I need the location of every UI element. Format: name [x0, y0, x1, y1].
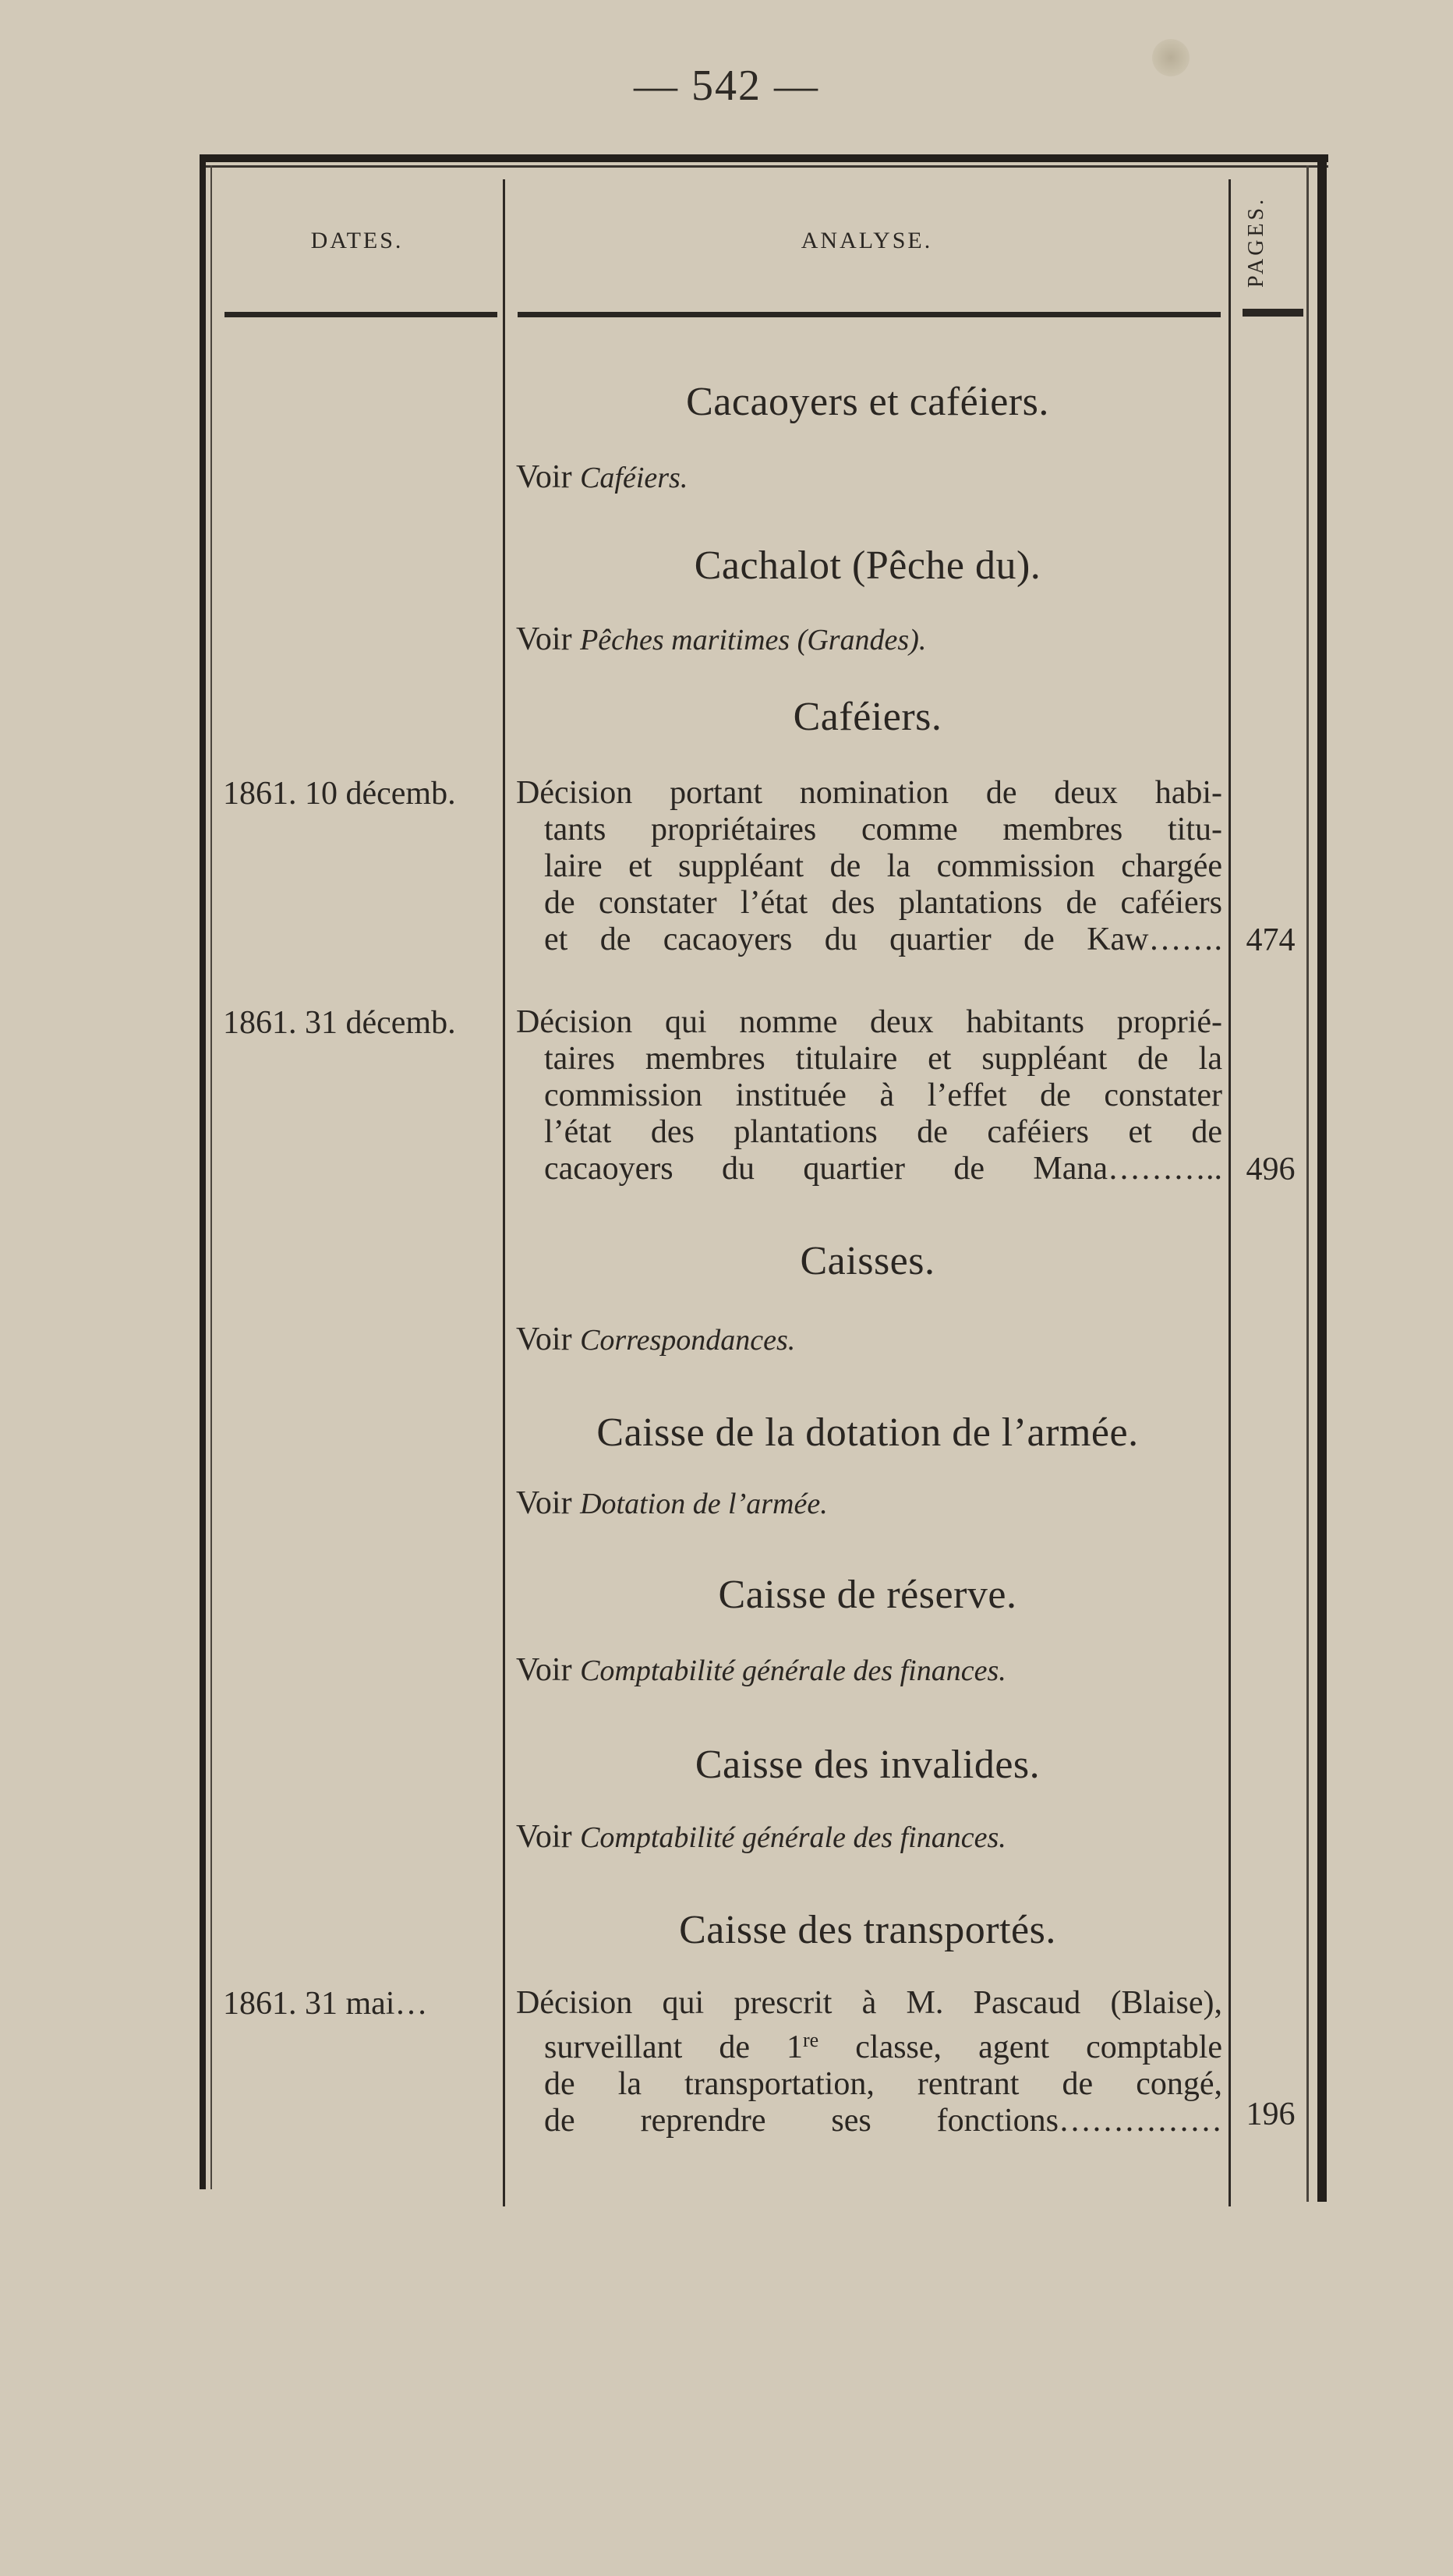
analysis-line: surveillant de 1re classe, agent comptable	[544, 2029, 1222, 2065]
entry-date: 1861. 31 décemb.	[223, 1005, 456, 1041]
column-divider-dates	[503, 179, 505, 2206]
header-dates: DATES.	[310, 228, 404, 253]
analysis-line: taires membres titulaire et suppléant de la	[544, 1041, 1222, 1077]
entry-date: 1861. 10 décemb.	[223, 776, 456, 812]
page-number: — 542 —	[634, 62, 819, 110]
superscript: re	[803, 2029, 819, 2051]
entry-analysis	[516, 1985, 1222, 2139]
analysis-line: l’état des plantations de caféiers et de	[544, 1114, 1222, 1150]
analysis-line: de reprendre ses fonctions……………	[544, 2103, 1222, 2139]
see-word: Voir	[516, 1652, 572, 1688]
entry-heading: Caisse des invalides.	[695, 1743, 1041, 1787]
see-reference	[516, 1818, 1006, 1856]
analysis-line: de la transportation, rentrant de congé,	[544, 2066, 1222, 2102]
analysis-line: Décision qui nomme deux habitants proprié-	[516, 1004, 1222, 1040]
header-pages: PAGES.	[1244, 196, 1268, 288]
entry-heading: Caféiers.	[793, 695, 942, 739]
entry-heading: Cacaoyers et caféiers.	[686, 380, 1049, 424]
table-frame-left	[200, 154, 206, 2189]
analysis-line: Décision portant nomination de deux habi-	[516, 775, 1222, 811]
table-frame-right	[1317, 154, 1327, 2202]
analysis-line: Décision qui prescrit à M. Pascaud (Blaise),	[516, 1985, 1222, 2021]
header-rule-dates	[224, 312, 497, 317]
table-frame-top	[200, 154, 1328, 162]
table-frame-left-inner	[210, 165, 212, 2189]
entry-heading: Caisse des transportés.	[679, 1908, 1056, 1952]
see-target: Correspondances.	[580, 1324, 796, 1357]
see-word: Voir	[516, 459, 572, 495]
column-divider-pages	[1229, 179, 1231, 2206]
header-rule-pages	[1243, 309, 1303, 317]
entry-date: 1861. 31 mai…	[223, 1986, 428, 2022]
see-word: Voir	[516, 1485, 572, 1521]
header-rule-analyse	[518, 312, 1221, 317]
see-target: Comptabilité générale des finances.	[580, 1654, 1006, 1687]
see-target: Dotation de l’armée.	[580, 1488, 828, 1520]
analysis-line: commission instituée à l’effet de constater	[544, 1077, 1222, 1113]
see-reference	[516, 1484, 828, 1522]
see-reference	[516, 1651, 1006, 1689]
analysis-line: et de cacaoyers du quartier de Kaw…….	[544, 922, 1222, 957]
page-reference: 474	[1246, 922, 1296, 958]
entry-heading: Cachalot (Pêche du).	[694, 543, 1041, 588]
entry-heading: Caisse de la dotation de l’armée.	[596, 1410, 1139, 1455]
entry-heading: Caisse de réserve.	[718, 1573, 1017, 1617]
page-reference: 196	[1246, 2097, 1296, 2132]
see-word: Voir	[516, 1819, 572, 1855]
table-frame-top-inner	[200, 165, 1328, 168]
see-target: Comptabilité générale des finances.	[580, 1821, 1006, 1854]
entry-heading: Caisses.	[800, 1239, 935, 1283]
see-reference	[516, 1321, 795, 1358]
entry-analysis	[516, 775, 1222, 958]
see-reference	[516, 458, 688, 496]
header-analyse: ANALYSE.	[801, 228, 933, 253]
analysis-line: de constater l’état des plantations de caféiers	[544, 885, 1222, 921]
analysis-line: tants propriétaires comme membres titu-	[544, 812, 1222, 847]
see-word: Voir	[516, 621, 572, 657]
see-target: Pêches maritimes (Grandes).	[580, 624, 927, 656]
page-reference: 496	[1246, 1152, 1296, 1187]
see-word: Voir	[516, 1322, 572, 1357]
analysis-line: cacaoyers du quartier de Mana………..	[544, 1151, 1222, 1187]
see-target: Caféiers.	[580, 462, 688, 494]
analysis-line: laire et suppléant de la commission chargée	[544, 848, 1222, 884]
entry-analysis	[516, 1004, 1222, 1187]
see-reference	[516, 621, 926, 658]
